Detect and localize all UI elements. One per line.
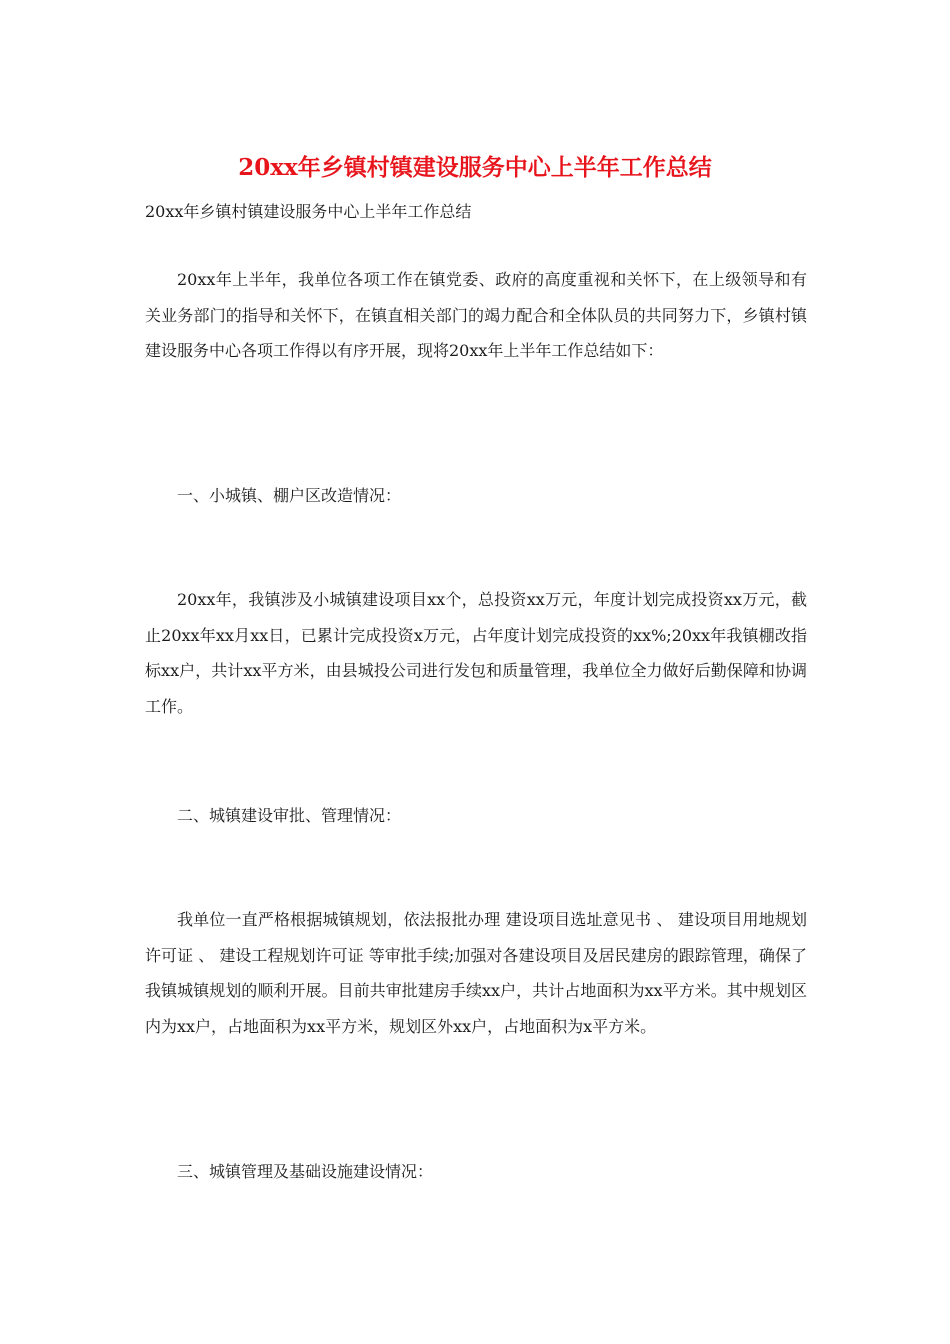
section-2-body: 我单位一直严格根据城镇规划，依法报批办理 建设项目选址意见书 、 建设项目用地规划许可证 、 建设工程规划许可证 等审批手续;加强对各建设项目及居民建房的跟踪管理，确保了我镇城镇规划的顺利开展。目前共审批建房手续xx户，共计占地面积为xx平方米。其中规划区内为xx户，占地面积为xx平方米，规划区外xx户，占地面积为x平方米。 [145,910,807,1036]
document-subtitle: 20xx年乡镇村镇建设服务中心上半年工作总结 [145,202,472,221]
section-1-body: 20xx年，我镇涉及小城镇建设项目xx个，总投资xx万元，年度计划完成投资xx万元，截止20xx年xx月xx日，已累计完成投资x万元，占年度计划完成投资的xx%;20xx年我镇棚改指标xx户，共计xx平方米，由县城投公司进行发包和质量管理，我单位全力做好后勤保障和协调工作。 [145,590,807,716]
section-3-heading: 三、城镇管理及基础设施建设情况： [177,1162,434,1181]
intro-paragraph: 20xx年上半年，我单位各项工作在镇党委、政府的高度重视和关怀下，在上级领导和有关业务部门的指导和关怀下，在镇直相关部门的竭力配合和全体队员的共同努力下，乡镇村镇建设服务中心各项工作得以有序开展，现将20xx年上半年工作总结如下： [145,270,807,360]
document-title: 20xx年乡镇村镇建设服务中心上半年工作总结 [238,154,712,181]
section-2-heading: 二、城镇建设审批、管理情况： [177,806,402,825]
section-1-heading: 一、小城镇、棚户区改造情况： [177,486,402,505]
